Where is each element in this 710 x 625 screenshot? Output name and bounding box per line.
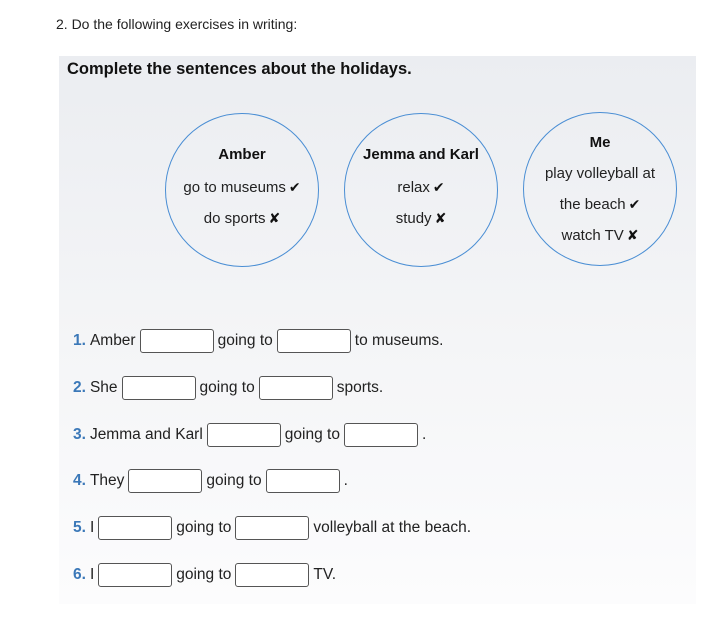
answer-field[interactable] [344,423,418,447]
sentence-text: sports. [336,379,384,396]
sentence-number: 5. [73,519,86,536]
sentence-text: . [343,472,348,489]
activity-line: do sports ✘ [203,210,281,227]
activity-line: the beach ✔ [559,196,641,213]
sentence-row [73,516,471,540]
activity-line: go to museums ✔ [183,179,301,196]
activity-line: watch TV ✘ [561,227,639,244]
circle-name: Amber [218,146,266,163]
answer-field[interactable] [140,329,214,353]
sentence-text: going to [176,566,232,583]
sentence-subject: Jemma and Karl [89,426,203,443]
sentence-number: 2. [73,379,86,396]
sentence-number: 3. [73,426,86,443]
sentence-text: . [421,426,427,443]
cross-icon: ✘ [434,210,447,226]
sentence-row [73,376,383,400]
activity-line: play volleyball at [544,165,656,182]
answer-field[interactable] [128,469,202,493]
sentence-row [73,423,426,447]
exercise-heading: 2. Do the following exercises in writing: [56,16,298,32]
check-icon: ✔ [432,179,445,195]
answer-field[interactable] [277,329,351,353]
answer-field[interactable] [98,516,172,540]
sentence-row [73,563,336,587]
answer-field[interactable] [207,423,281,447]
cross-icon: ✘ [626,227,639,243]
sentence-text: going to [176,519,232,536]
sentence-subject: I [89,519,95,536]
answer-field[interactable] [259,376,333,400]
circle-name: Jemma and Karl [363,146,479,163]
answer-field[interactable] [98,563,172,587]
circle-jemma-and-karl [344,113,498,267]
sentence-row [73,329,444,353]
circle-name: Me [589,134,611,151]
sentence-subject: I [89,566,95,583]
sentence-text: TV. [313,566,337,583]
circle-me [523,112,677,266]
cross-icon: ✘ [268,210,281,226]
instruction-text: Complete the sentences about the holidays. [67,60,412,78]
sentence-text: going to [284,426,340,443]
sentence-text: going to [217,332,273,349]
sentence-text: volleyball at the beach. [313,519,472,536]
answer-field[interactable] [122,376,196,400]
sentence-text: going to [206,472,262,489]
sentence-number: 4. [73,472,86,489]
check-icon: ✔ [288,179,301,195]
sentence-subject: She [89,379,118,396]
sentence-number: 1. [73,332,86,349]
sentence-text: to museums. [354,332,444,349]
sentence-text: going to [199,379,255,396]
activity-line: study ✘ [395,210,447,227]
check-icon: ✔ [628,196,641,212]
answer-field[interactable] [235,563,309,587]
activity-line: relax ✔ [397,179,445,196]
sentence-subject: Amber [89,332,136,349]
circle-amber [165,113,319,267]
answer-field[interactable] [266,469,340,493]
sentence-subject: They [89,472,125,489]
answer-field[interactable] [235,516,309,540]
sentence-number: 6. [73,566,86,583]
sentence-row [73,469,348,493]
